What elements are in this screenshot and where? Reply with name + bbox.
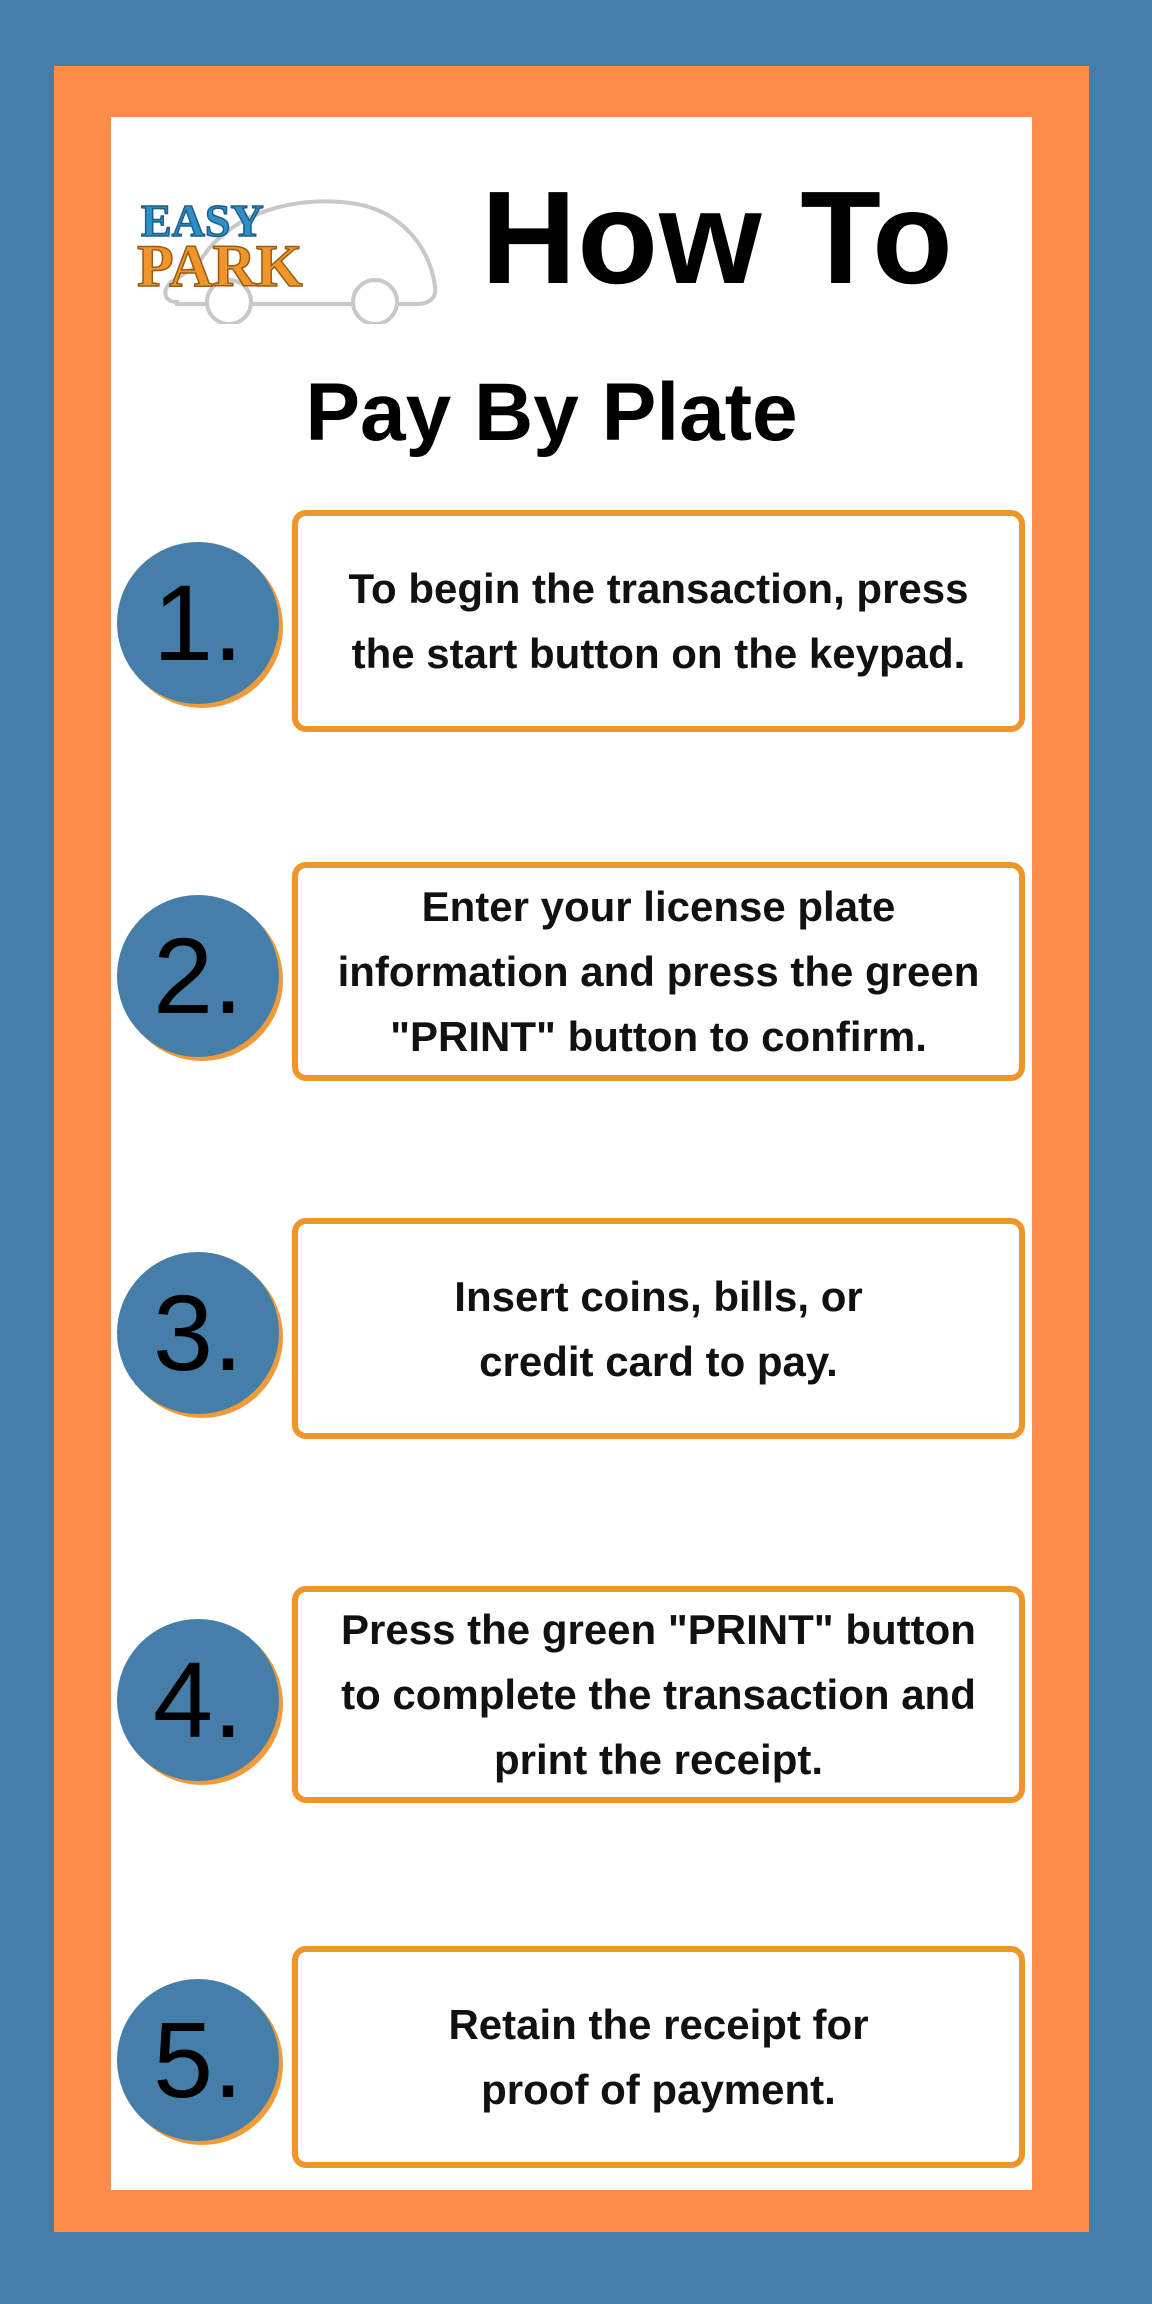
logo-text-park: PARK [137, 233, 303, 299]
step-box-1: To begin the transaction, press the start button on the keypad. [292, 510, 1025, 732]
page-subtitle: Pay By Plate [305, 367, 798, 458]
step-box-5: Retain the receipt for proof of payment. [292, 1946, 1025, 2168]
page-title: How To [481, 164, 954, 311]
step-number-3: 3. [117, 1252, 279, 1414]
step-box-2: Enter your license plate information and press the green "PRINT" button to confirm. [292, 862, 1025, 1081]
step-number-4: 4. [117, 1619, 279, 1781]
step-number-2: 2. [117, 895, 279, 1057]
step-number-5: 5. [117, 1979, 279, 2141]
step-number-1: 1. [117, 542, 279, 704]
logo-text-easy: EASY [141, 195, 264, 246]
easypark-logo [137, 174, 447, 324]
car-wheel-rear-icon [353, 280, 397, 324]
step-box-3: Insert coins, bills, or credit card to pay. [292, 1218, 1025, 1439]
orange-frame [54, 66, 1089, 2232]
step-box-4: Press the green "PRINT" button to complete the transaction and print the receipt. [292, 1586, 1025, 1803]
instruction-panel [111, 117, 1032, 2190]
